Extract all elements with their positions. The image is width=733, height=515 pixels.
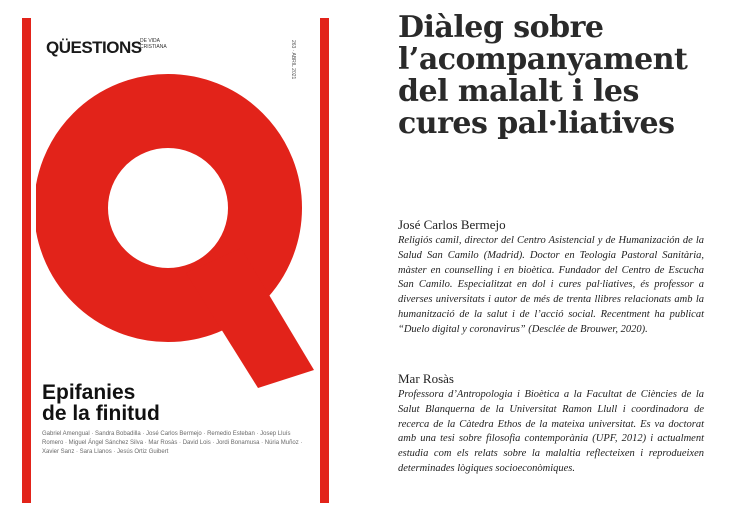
cover-left-stripe xyxy=(22,18,31,503)
headline-line1: Diàleg sobre xyxy=(398,10,604,45)
q-logo-icon xyxy=(36,58,321,388)
magazine-cover xyxy=(22,18,336,503)
cover-authors: Gabriel Amengual · Sandra Bobadilla · José Carlos Bermejo · Remedio Esteban · Josep Lluís Romero · Miguel Ángel Sánchez Silva · Mar Rosàs · David Lois · Jordi Bonamusa · Núria Muñoz · Xavier Sanz · Sara Llanos · Jesús Ortiz Guibert xyxy=(42,431,303,455)
author-name: Mar Rosàs xyxy=(398,371,454,386)
headline-line2: l’acompanyament xyxy=(398,42,688,77)
author-bio xyxy=(398,217,704,338)
author-name: José Carlos Bermejo xyxy=(398,217,506,232)
author-bio xyxy=(398,371,704,477)
author-description: Professora d’Antropologia i Bioètica a la Facultat de Ciències de la Salut Blanquerna de la Universitat Ramon Llull i coordinadora de recerca de la Càtedra Ethos de la mateixa universitat. Es va doctorat amb una tesi sobre filosofia contemporània (UPF, 2012) i actualment estudia com els relats sobre la malaltia reflecteixen i reprodueixen determinades lògiques socioeconòmiques. xyxy=(398,389,704,474)
cover-title-line2: de la finitud xyxy=(42,402,160,425)
headline-line3: del malalt i les xyxy=(398,74,639,109)
article-headline xyxy=(398,12,718,140)
cover-title-line1: Epifanies xyxy=(42,381,136,404)
cover-issue-text: 263 · ABRIL 2021 xyxy=(290,40,296,80)
headline-line4: cures pal·liatives xyxy=(398,106,675,141)
cover-masthead-sub: DE VIDA CRISTIANA xyxy=(140,38,167,50)
cover-title xyxy=(42,382,160,424)
author-description: Religiós camil, director del Centro Asistencial y de Humanización de la Salud San Camilo (Madrid). Doctor en Teologia Pastoral Sanitària, màster en counselling i en bioètica. Fundador del Centro de Escucha San Camilo. Especialitzat en dol i cures pal·liatives, és professor a diverses universitats i autor de més de trenta llibres relacionats amb la humanització de la salut i de l’acció social. Recentment ha publicat “Duelo digital y coronavirus” (Desclée de Brouwer, 2020). xyxy=(398,235,704,335)
cover-masthead: QÜESTIONS xyxy=(46,38,142,57)
cover-right-stripe xyxy=(320,18,329,503)
